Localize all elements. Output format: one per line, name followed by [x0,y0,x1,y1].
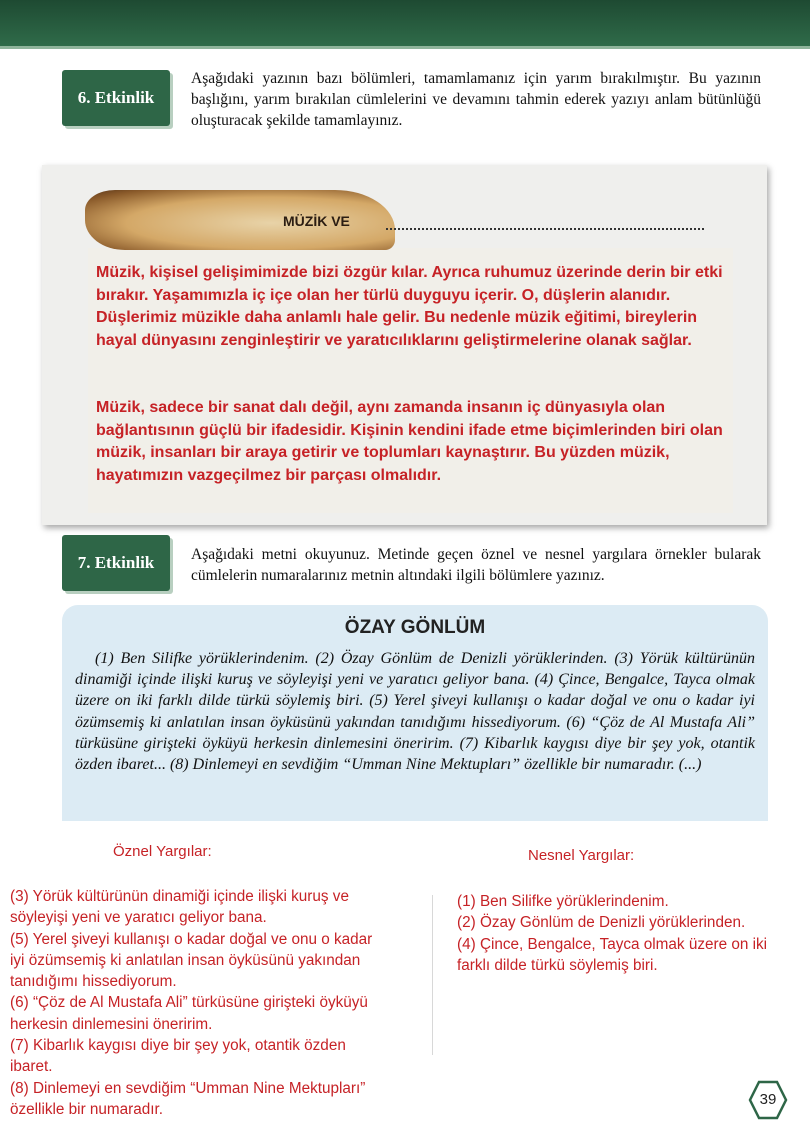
subjective-line: (5) Yerel şiveyi kullanışı o kadar doğal ve onu o kadar [10,930,373,948]
subjective-line: herkesin dinlemesini öneririm. [10,1015,213,1033]
essay-paragraph-1: Müzik, kişisel gelişimimizde bizi özgür kılar. Ayrıca ruhumuz üzerinde derin bir etki bırakır. Yaşamımızla iç içe olan her türlü duyguyu içerir. O, düşlerin alanıdır. Düşlerimiz müzikle daha anlamlı hale gelir. Bu nedenle müzik eğitimi, bireylerin hayal dünyasını zenginleştirir ve yaratıcılıklarını geliştirmelerine olanak sağlar. [96,264,723,349]
subjective-line: (7) Kibarlık kaygısı diye bir şey yok, otantik özden [10,1037,346,1055]
reading-box-text: (1) Ben Silifke yörüklerindenim. (2) Özay Gönlüm de Denizli yörüklerinden. (3) Yörük kültürünün dinamiği içinde ilişki kuruş ve söyleyişi yeni ve yaratıcı geliyor bana. (4) Çince, Bengalce, Tayca olmak üzere on iki farklı dilde türkü söylemiş biri. (5) Yerel şiveyi kullanışı o kadar doğal ve onu o kadar iyi özümsemiş ki anlatılan insan öyküsünü yakından tanıdığımı hissediyorum. (6) “Çöz de Al Mustafa Ali” türküsüne girişteki öyküyü herkesin dinlemesini öneririm. (7) Kibarlık kaygısı diye bir şey yok, otantik özden ibaret... (8) Dinlemeyi en sevdiğim “Umman Nine Mektupları” özellikle bir numaradır. (...) [75,650,755,774]
subjective-line: iyi özümsemiş ki anlatılan insan öyküsünü yakından [10,951,361,969]
subjective-line: söyleyişi yeni ve yaratıcı geliyor bana. [10,909,267,927]
objective-line: (2) Özay Gönlüm de Denizli yörüklerinden. [457,914,746,932]
header-bar [0,0,810,49]
essay-paragraph-2: Müzik, sadece bir sanat dalı değil, aynı zamanda insanın iç dünyasıyla olan bağlantısının güçlü bir ifadesidir. Kişinin kendini ifade etme biçimlerinden biri olan müzik, insanları bir araya getirir ve toplumları kaynaştırır. Bu yüzden müzik, hayatımızın vazgeçilmez bir parçası olmalıdır. [96,399,723,484]
objective-line: (4) Çince, Bengalce, Tayca olmak üzere on iki [457,935,768,953]
activity-6-badge: 6. Etkinlik [62,70,170,126]
essay-title: MÜZİK VE [283,213,350,229]
subjective-line: ibaret. [10,1058,53,1076]
subjective-line: (8) Dinlemeyi en sevdiğim “Umman Nine Mektupları” [10,1079,366,1097]
page-number: 39 [759,1091,777,1108]
subjective-line: (6) “Çöz de Al Mustafa Ali” türküsüne girişteki öyküyü [10,994,368,1012]
subjective-answers [10,886,372,1120]
subjective-line: tanıdığımı hissediyorum. [10,973,177,991]
objective-heading: Nesnel Yargılar: [528,847,635,864]
subjective-line: özellikle bir numaradır. [10,1100,164,1118]
objective-line: farklı dilde türkü söylemiş biri. [457,956,658,974]
objective-line: (1) Ben Silifke yörüklerindenim. [457,893,669,910]
activity-7-badge: 7. Etkinlik [62,535,170,591]
reading-box-title: ÖZAY GÖNLÜM [344,617,486,638]
activity-7-instruction: Aşağıdaki metni okuyunuz. Metinde geçen öznel ve nesnel yargılara örnekler bularak cümlelerin numaralarınız metnin altındaki ilgili bölümlere yazınız. [191,546,761,584]
title-fill-line[interactable] [386,228,704,230]
subjective-heading: Öznel Yargılar: [113,843,212,860]
page-number-badge [748,1080,788,1120]
column-divider [432,895,433,1055]
objective-answers [457,891,767,976]
subjective-line: (3) Yörük kültürünün dinamiği içinde ilişki kuruş ve [10,888,349,905]
activity-6-instruction: Aşağıdaki yazının bazı bölümleri, tamamlamanız için yarım bırakılmıştır. Bu yazının başlığını, yarım bırakılan cümlelerini ve devamını tahmin ederek yazıyı anlam bütünlüğü oluşturacak şekilde tamamlayınız. [191,70,761,129]
